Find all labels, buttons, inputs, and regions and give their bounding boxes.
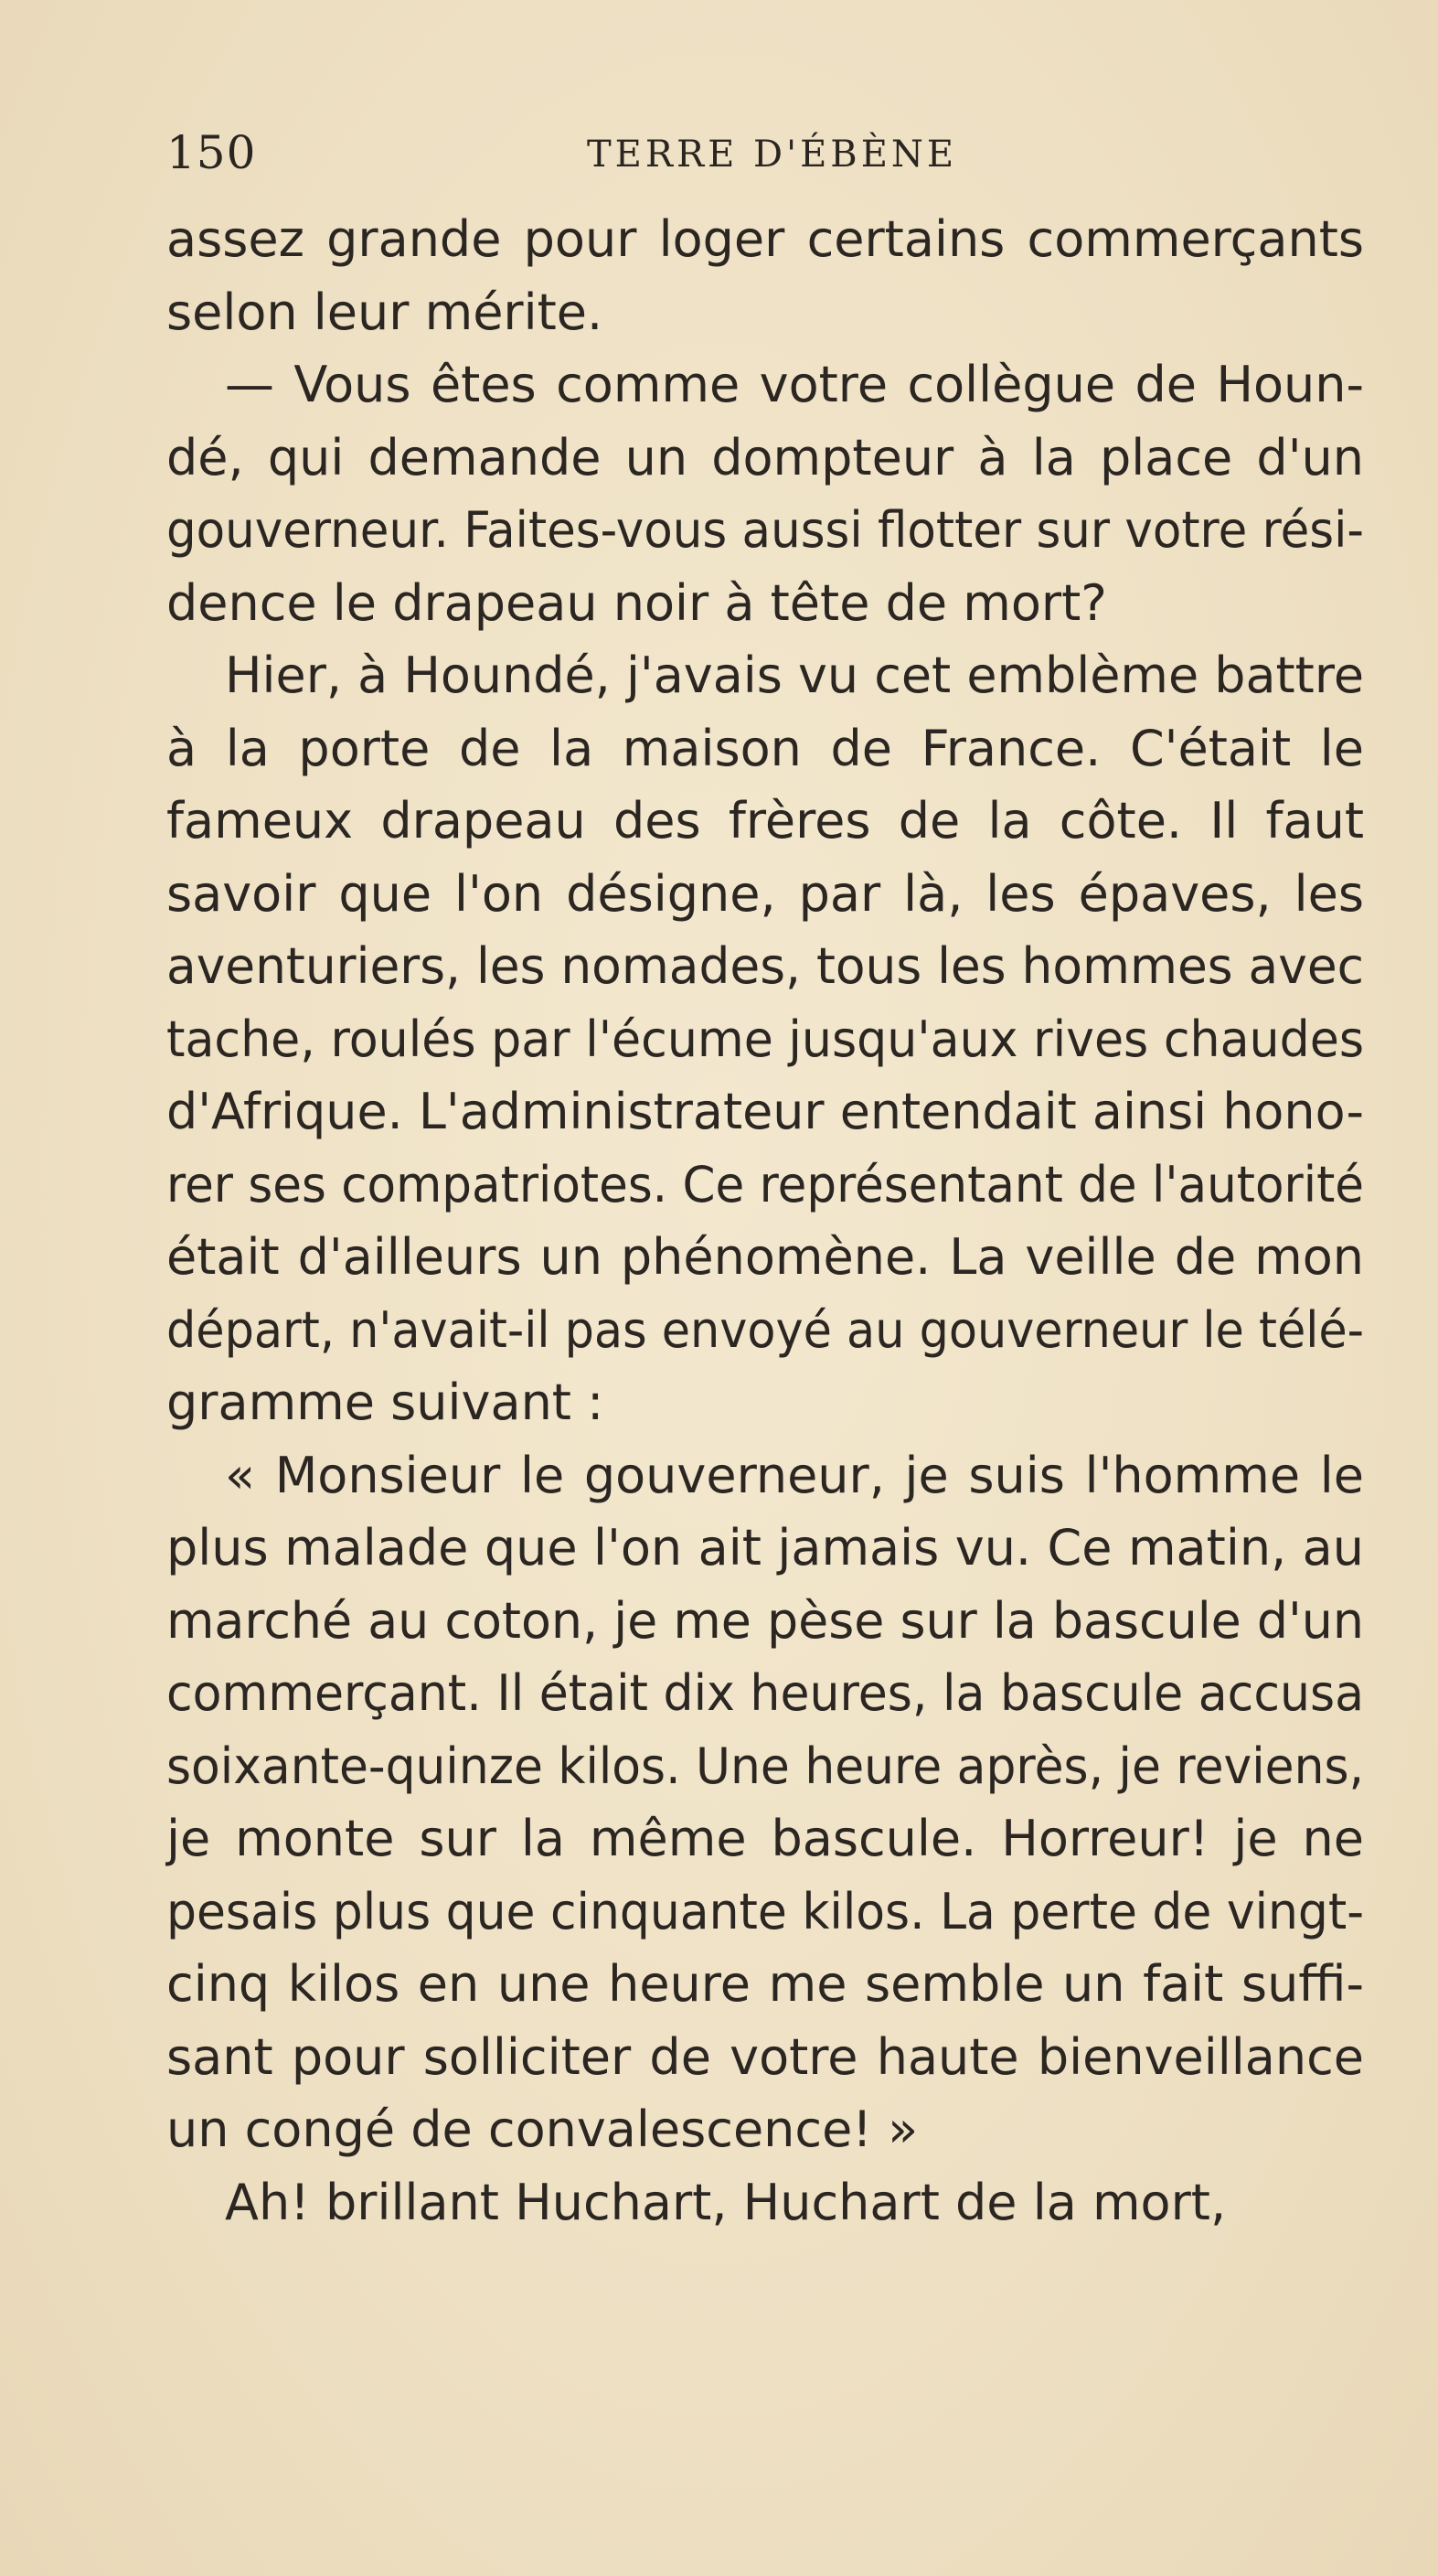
text-line: plus malade que l'on ait jamais vu. Ce matin, au: [166, 1519, 1364, 1577]
text-line: selon leur mérite.: [166, 283, 603, 341]
text-line: à la porte de la maison de France. C'était le: [166, 719, 1364, 777]
text-line: un congé de convalescence! »: [166, 2100, 919, 2158]
text-line: soixante-quinze kilos. Une heure après, je reviens,: [166, 1737, 1364, 1795]
text-line: — Vous êtes comme votre collègue de Houn-: [225, 356, 1364, 413]
text-line: Ah! brillant Huchart, Huchart de la mort,: [225, 2173, 1227, 2231]
text-line: fameux drapeau des frères de la côte. Il faut: [166, 792, 1364, 850]
text-line: « Monsieur le gouverneur, je suis l'homme le: [225, 1446, 1364, 1504]
text-line: pesais plus que cinquante kilos. La perte de vingt-: [166, 1882, 1364, 1940]
text-line: dence le drapeau noir à tête de mort?: [166, 573, 1107, 632]
text-line: savoir que l'on désigne, par là, les épaves, les: [166, 864, 1364, 923]
page-number: 150: [166, 126, 257, 179]
paragraph: [166, 348, 1364, 639]
text-line: assez grande pour loger certains commerçants: [166, 210, 1364, 268]
text-line: cinq kilos en une heure me semble un fait suffi-: [166, 1955, 1364, 2013]
text-line: d'Afrique. L'administrateur entendait ainsi hono-: [166, 1083, 1364, 1140]
text-line: gramme suivant :: [166, 1374, 604, 1431]
text-line: Hier, à Houndé, j'avais vu cet emblème battre: [225, 647, 1364, 704]
paragraph: [166, 2166, 1364, 2239]
text-line: gouverneur. Faites-vous aussi flotter sur votre rési-: [166, 501, 1364, 559]
text-line: tache, roulés par l'écume jusqu'aux rives chaudes: [166, 1010, 1364, 1068]
text-line: commerçant. Il était dix heures, la bascule accusa: [166, 1664, 1364, 1722]
paragraph: [166, 1439, 1364, 2166]
text-line: je monte sur la même bascule. Horreur! je ne: [166, 1810, 1364, 1867]
paragraph: [166, 203, 1364, 348]
body-text: [166, 203, 1364, 2239]
text-line: rer ses compatriotes. Ce représentant de l'autorité: [166, 1155, 1364, 1213]
text-line: dé, qui demande un dompteur à la place d'un: [166, 428, 1364, 486]
text-line: était d'ailleurs un phénomène. La veille de mon: [166, 1228, 1364, 1286]
paragraph: [166, 639, 1364, 1439]
text-line: départ, n'avait-il pas envoyé au gouverneur le télé-: [166, 1300, 1364, 1359]
running-title: TERRE D'ÉBÈNE: [587, 134, 958, 176]
text-line: marché au coton, je me pèse sur la bascule d'un: [166, 1591, 1364, 1650]
text-line: aventuriers, les nomades, tous les hommes avec: [166, 937, 1364, 995]
page-header: [166, 126, 1364, 190]
text-line: sant pour solliciter de votre haute bienveillance: [166, 2027, 1364, 2086]
